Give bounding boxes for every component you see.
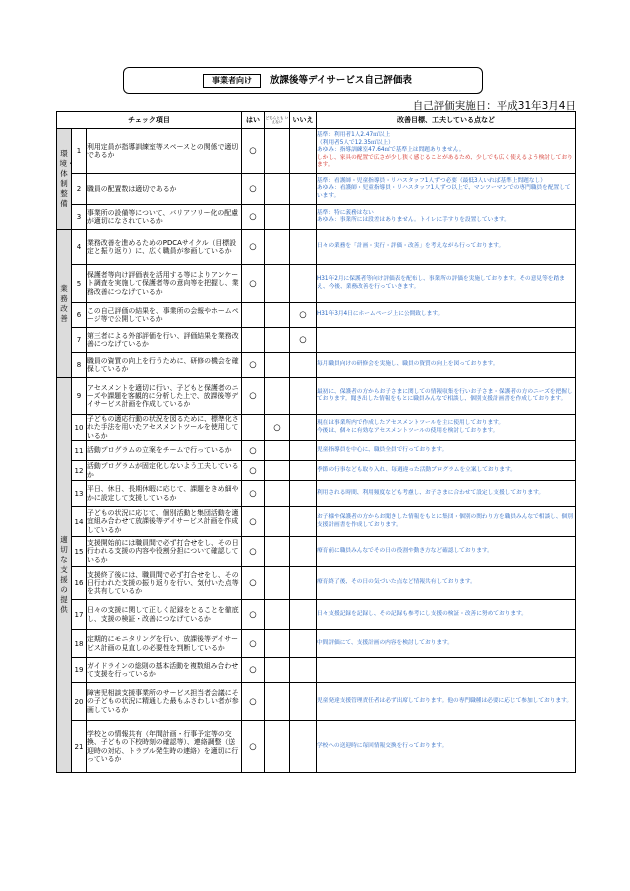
- improvement-note: [317, 658, 576, 683]
- yes-mark: [242, 303, 265, 328]
- improvement-note: [317, 174, 576, 205]
- note-line: 学校への送迎時に毎回情報交換を行っております。: [317, 742, 448, 749]
- yes-mark: ○: [242, 353, 265, 378]
- no-mark: [290, 353, 317, 378]
- table-row: [57, 461, 576, 481]
- note-line: 療育終了後、その日の気づいた点など情報共有しております。: [317, 579, 476, 586]
- neither-mark: [265, 537, 290, 567]
- yes-mark: ○: [242, 481, 265, 507]
- column-header-check: チェック項目: [57, 112, 242, 129]
- table-row: [57, 537, 576, 567]
- check-item-text: 障害児相談支援事業所のサービス担当者会議にその子どもの状況に精通した最もふさわしい者が参画しているか: [87, 683, 242, 721]
- item-number: 12: [72, 461, 87, 481]
- yes-mark: [242, 328, 265, 353]
- item-number: 8: [72, 353, 87, 378]
- note-line: 日々支援記録を記録し、その記録も参考にし支援の検証・改善に努めております。: [317, 610, 527, 617]
- note-line: 現在は事業所内で作成したアセスメントツールを主に使用しております。: [317, 420, 505, 427]
- table-row: [57, 129, 576, 174]
- check-item-text: 平日、休日、長期休暇に応じて、課題をきめ細やかに設定して支援しているか: [87, 481, 242, 507]
- improvement-note: [317, 461, 576, 481]
- table-header-row: [57, 112, 576, 129]
- no-mark: [290, 461, 317, 481]
- yes-mark: ○: [242, 507, 265, 537]
- check-item-text: 支援開始前には職員間で必ず打合せをし、その日行われる支援の内容や役割分担について確認しているか: [87, 537, 242, 567]
- neither-mark: [265, 600, 290, 630]
- no-mark: [290, 441, 317, 461]
- note-line: 毎月職員向けの研修会を実施し、職員の資質の向上を図っております。: [317, 361, 499, 368]
- yes-mark: ○: [242, 461, 265, 481]
- yes-mark: ○: [242, 174, 265, 205]
- no-mark: [290, 630, 317, 658]
- neither-mark: [265, 441, 290, 461]
- note-line: 児童発達支援管理責任者は必ず出席しております。他の専門職種は必要に応じて参加しております。: [317, 697, 573, 704]
- item-number: 14: [72, 507, 87, 537]
- no-mark: [290, 265, 317, 303]
- improvement-note: [317, 441, 576, 461]
- check-item-text: 業務改善を進めるためのPDCAサイクル（目標設定と振り返り）に、広く職員が参画しているか: [87, 230, 242, 265]
- yes-mark: ○: [242, 630, 265, 658]
- table-row: [57, 328, 576, 353]
- neither-mark: [265, 683, 290, 721]
- neither-mark: [265, 328, 290, 353]
- improvement-note: [317, 537, 576, 567]
- note-line: 児童指導員を中心に、職員全員で行っております。: [317, 446, 448, 453]
- item-number: 11: [72, 441, 87, 461]
- note-line: 療育前に職員みんなでその日の役割や動き方など確認しております。: [317, 547, 493, 554]
- improvement-note: [317, 630, 576, 658]
- item-number: 20: [72, 683, 87, 721]
- no-mark: [290, 683, 317, 721]
- table-row: [57, 567, 576, 600]
- column-header-neither: どちらとも いえない: [265, 112, 290, 129]
- improvement-note: [317, 683, 576, 721]
- category-label: 業務改善: [60, 283, 68, 323]
- improvement-note: [317, 353, 576, 378]
- neither-mark: [265, 378, 290, 415]
- item-number: 4: [72, 230, 87, 265]
- yes-mark: ○: [242, 265, 265, 303]
- no-mark: ○: [290, 328, 317, 353]
- check-item-text: 支援終了後には、職員間で必ず打合せをし、その日行われた支援の振り返りを行い、気付いた点等を共有しているか: [87, 567, 242, 600]
- no-mark: [290, 230, 317, 265]
- check-item-text: 保護者等向け評価表を活用する等によりアンケート調査を実施して保護者等の意向等を把握し、業務改善につなげているか: [87, 265, 242, 303]
- note-line: あゆみ：事業所には段差はありません。トイレに手すりを設置しています。: [317, 217, 510, 223]
- evaluation-date: 自己評価実施日：平成31年3月4日: [412, 100, 576, 112]
- column-header-yes: はい: [242, 112, 265, 129]
- yes-mark: ○: [242, 378, 265, 415]
- table-row: [57, 303, 576, 328]
- table-row: [57, 658, 576, 683]
- yes-mark: ○: [242, 230, 265, 265]
- note-line: あゆみ：指導訓練室47.64㎡で基準上は問題ありません。: [317, 147, 465, 154]
- note-line: 基準：看護師・児童指導員・リハスタッフ1人ずつ必要（最低3人いれば基準上問題なし）: [317, 177, 546, 184]
- improvement-note: [317, 415, 576, 441]
- check-item-text: 職員の資質の向上を行うために、研修の機会を確保しているか: [87, 353, 242, 378]
- table-row: [57, 441, 576, 461]
- yes-mark: ○: [242, 600, 265, 630]
- category-label: 適切な支援の提供: [60, 535, 68, 614]
- table-row: [57, 415, 576, 441]
- table-row: [57, 481, 576, 507]
- no-mark: [290, 507, 317, 537]
- neither-mark: [265, 353, 290, 378]
- document-title: 放課後等デイサービス自己評価表: [270, 75, 412, 86]
- item-number: 13: [72, 481, 87, 507]
- no-mark: [290, 205, 317, 230]
- item-number: 3: [72, 205, 87, 230]
- neither-mark: [265, 567, 290, 600]
- item-number: 2: [72, 174, 87, 205]
- check-item-text: アセスメントを適切に行い、子どもと保護者のニーズや課題を客観的に分析した上で、放課後等デイサービス計画を作成しているか: [87, 378, 242, 415]
- no-mark: [290, 415, 317, 441]
- yes-mark: ○: [242, 721, 265, 773]
- neither-mark: [265, 721, 290, 773]
- table-row: [57, 265, 576, 303]
- neither-mark: ○: [265, 415, 290, 441]
- check-item-text: 職員の配置数は適切であるか: [87, 174, 242, 205]
- item-number: 6: [72, 303, 87, 328]
- item-number: 1: [72, 129, 87, 174]
- improvement-note: [317, 205, 576, 230]
- no-mark: [290, 378, 317, 415]
- no-mark: [290, 129, 317, 174]
- note-line: 基準：利用者1人2.47㎡以上: [317, 132, 391, 139]
- improvement-note: [317, 129, 576, 174]
- check-item-text: 事業所の設備等について、バリアフリー化の配慮が適切になされているか: [87, 205, 242, 230]
- note-line: 基準：特に義務はない: [317, 209, 374, 216]
- table-row: [57, 353, 576, 378]
- item-number: 5: [72, 265, 87, 303]
- improvement-note: [317, 567, 576, 600]
- yes-mark: ○: [242, 129, 265, 174]
- improvement-note: [317, 230, 576, 265]
- table-row: [57, 683, 576, 721]
- note-line: 今後は、個々に有効なアセスメントツールの使用を検討しております。: [317, 427, 499, 434]
- note-line: しかし、家具の配置で広さが少し狭く感じることがあるため、少しでも広く使えるよう検討しております。: [317, 154, 573, 169]
- item-number: 18: [72, 630, 87, 658]
- note-line: 中間評価にて、支援計画の内容を検討しております。: [317, 639, 453, 646]
- item-number: 9: [72, 378, 87, 415]
- no-mark: ○: [290, 303, 317, 328]
- no-mark: [290, 174, 317, 205]
- no-mark: [290, 600, 317, 630]
- improvement-note: [317, 600, 576, 630]
- no-mark: [290, 721, 317, 773]
- title-frame: [123, 67, 483, 94]
- column-header-no: いいえ: [290, 112, 317, 129]
- check-item-text: 第三者による外部評価を行い、評価結果を業務改善につなげているか: [87, 328, 242, 353]
- check-item-text: 活動プログラムの立案をチームで行っているか: [87, 441, 242, 461]
- improvement-note: [317, 328, 576, 353]
- check-item-text: 定期的にモニタリングを行い、放課後等デイサービス計画の見直しの必要性を判断しているか: [87, 630, 242, 658]
- table-row: [57, 507, 576, 537]
- table-row: [57, 205, 576, 230]
- neither-mark: [265, 303, 290, 328]
- table-row: [57, 600, 576, 630]
- neither-mark: [265, 461, 290, 481]
- improvement-note: [317, 303, 576, 328]
- item-number: 17: [72, 600, 87, 630]
- check-item-text: ガイドラインの総則の基本活動を複数組み合わせて支援を行っているか: [87, 658, 242, 683]
- improvement-note: [317, 378, 576, 415]
- category-cell: [57, 230, 72, 378]
- item-number: 21: [72, 721, 87, 773]
- yes-mark: ○: [242, 567, 265, 600]
- note-line: H31年3月4日にホームページ上に公開致します。: [317, 311, 444, 318]
- yes-mark: ○: [242, 683, 265, 721]
- yes-mark: ○: [242, 205, 265, 230]
- neither-mark: [265, 658, 290, 683]
- yes-mark: ○: [242, 441, 265, 461]
- item-number: 7: [72, 328, 87, 353]
- improvement-note: [317, 265, 576, 303]
- item-number: 10: [72, 415, 87, 441]
- neither-mark: [265, 174, 290, 205]
- table-row: [57, 378, 576, 415]
- evaluation-table: [56, 111, 576, 773]
- category-cell: [57, 129, 75, 230]
- column-header-improvement: 改善目標、工夫している点など: [317, 112, 576, 129]
- no-mark: [290, 658, 317, 683]
- check-item-text: 子どもの適応行動の状況を図るために、標準化された手法を用いたアセスメントツールを使用しているか: [87, 415, 242, 441]
- note-line: 季節の行事なども取り入れ、毎週違った活動プログラムを立案しております。: [317, 466, 516, 473]
- target-label: 事業者向け: [203, 74, 261, 88]
- check-item-text: 利用定員が指導訓練室等スペースとの関係で適切であるか: [87, 129, 242, 174]
- category-label: 環境・体制整備: [59, 149, 75, 208]
- check-item-text: 学校との情報共有（年間計画・行事予定等の交換、子どもの下校時刻の確認等）、連絡調整（送迎時の対応、トラブル発生時の連絡）を適切に行っているか: [87, 721, 242, 773]
- table-row: [57, 174, 576, 205]
- check-item-text: この自己評価の結果を、事業所の会報やホームページ等で公開しているか: [87, 303, 242, 328]
- neither-mark: [265, 630, 290, 658]
- neither-mark: [265, 507, 290, 537]
- no-mark: [290, 567, 317, 600]
- check-item-text: 日々の支援に関して正しく記録をとることを徹底し、支援の検証・改善につなげているか: [87, 600, 242, 630]
- table-body: [57, 129, 576, 773]
- improvement-note: [317, 721, 576, 773]
- neither-mark: [265, 129, 290, 174]
- note-line: 最初に、保護者の方からお子さまに関しての情報収集を行いお子さま・保護者の方のニーズを把握しております。聞き出した情報をもとに職員みんなで相談し、個別支援計画書を作成しております。: [317, 388, 573, 402]
- item-number: 19: [72, 658, 87, 683]
- note-line: （利用者5人で12.35㎡以上）: [317, 139, 394, 146]
- note-line: 日々の業務を「計画・実行・評価・改善」を考えながら行っております。: [317, 243, 505, 250]
- check-item-text: 子どもの状況に応じて、個別活動と集団活動を適宜組み合わせて放課後等デイサービス計画を作成しているか: [87, 507, 242, 537]
- improvement-note: [317, 481, 576, 507]
- note-line: H31年2月に保護者等向け評価表を配布し、事業所の評価を実施しております。その意見等を踏まえ、今後、業務改善を行っていきます。: [317, 276, 565, 290]
- table-row: [57, 230, 576, 265]
- neither-mark: [265, 265, 290, 303]
- yes-mark: ○: [242, 537, 265, 567]
- item-number: 15: [72, 537, 87, 567]
- yes-mark: ○: [242, 658, 265, 683]
- item-number: 16: [72, 567, 87, 600]
- no-mark: [290, 537, 317, 567]
- neither-mark: [265, 230, 290, 265]
- category-cell: [57, 378, 72, 773]
- note-line: お子様や保護者の方からお聞きした情報をもとに集団・個別の関わり方を職員みんなで相談し、個別支援計画書を作成しております。: [317, 514, 573, 528]
- check-item-text: 活動プログラムが固定化しないよう工夫しているか: [87, 461, 242, 481]
- note-line: 利用される時間、利用頻度なども考慮し、お子さまに合わせて設定し支援しております。: [317, 489, 545, 496]
- table-row: [57, 721, 576, 773]
- table-row: [57, 630, 576, 658]
- neither-mark: [265, 481, 290, 507]
- yes-mark: [242, 415, 265, 441]
- improvement-note: [317, 507, 576, 537]
- note-line: あゆみ：看護師・児童指導員・リハスタッフ1人ずつ以上で、マンツーマンでの専門職員を配置しています。: [317, 185, 571, 199]
- neither-mark: [265, 205, 290, 230]
- no-mark: [290, 481, 317, 507]
